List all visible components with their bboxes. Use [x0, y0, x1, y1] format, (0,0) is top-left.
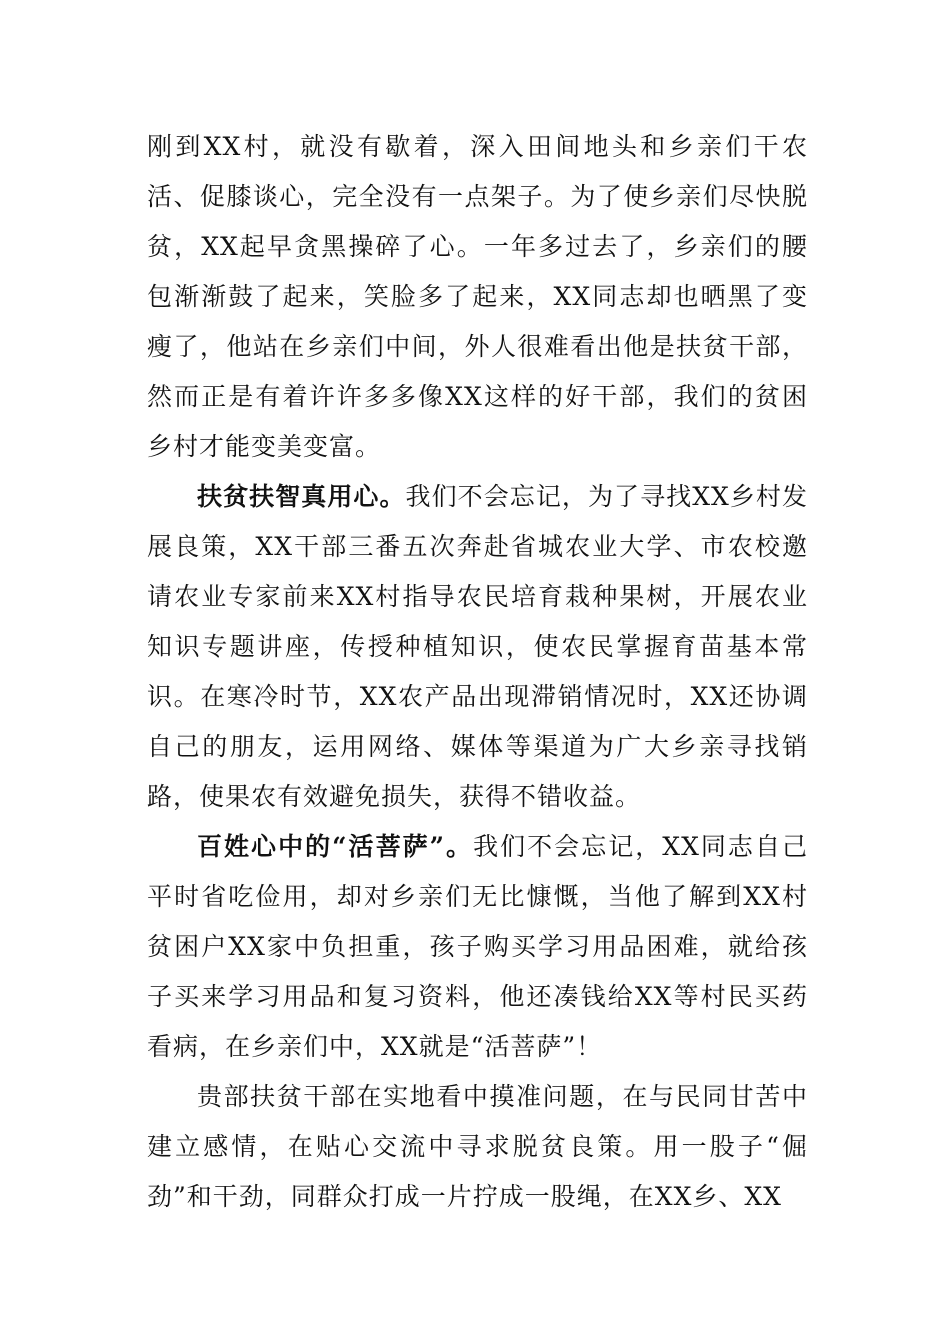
paragraph-closing: [147, 1072, 808, 1222]
paragraph-continued: [147, 122, 808, 472]
paragraph-text: 刚到XX村，就没有歇着，深入田间地头和乡亲们干农活、促膝谈心，完全没有一点架子。为了使乡亲们尽快脱贫，XX起早贪黑操碎了心。一年多过去了，乡亲们的腰包渐渐鼓了起来，笑脸多了起来，XX同志却也晒黑了变瘦了，他站在乡亲们中间，外人很难看出他是扶贫干部，然而正是有着许许多多像XX这样的好干部，我们的贫困乡村才能变美变富。: [147, 132, 808, 461]
paragraph-text: 贵部扶贫干部在实地看中摸准问题，在与民同甘苦中建立感情，在贴心交流中寻求脱贫良策。用一股子“倔劲”和干劲，同群众打成一片拧成一股绳，在XX乡、XX: [147, 1082, 808, 1211]
paragraph-living-bodhisattva: [147, 822, 808, 1072]
document-body: [147, 122, 808, 1222]
paragraph-text: 我们不会忘记，XX同志自己平时省吃俭用，却对乡亲们无比慷慨，当他了解到XX村贫困户XX家中负担重，孩子购买学习用品困难，就给孩子买来学习用品和复习资料，他还凑钱给XX等村民买药看病，在乡亲们中，XX就是“活菩萨”！: [147, 832, 808, 1061]
paragraph-lead-heading: 扶贫扶智真用心。: [197, 482, 406, 511]
paragraph-lead-heading: 百姓心中的“活菩萨”。: [197, 832, 474, 861]
paragraph-poverty-wisdom: [147, 472, 808, 822]
paragraph-text: 我们不会忘记，为了寻找XX乡村发展良策，XX干部三番五次奔赴省城农业大学、市农校邀请农业专家前来XX村指导农民培育栽种果树，开展农业知识专题讲座，传授种植知识，使农民掌握育苗基本常识。在寒冷时节，XX农产品出现滞销情况时，XX还协调自己的朋友，运用网络、媒体等渠道为广大乡亲寻找销路，使果农有效避免损失，获得不错收益。: [147, 482, 808, 811]
